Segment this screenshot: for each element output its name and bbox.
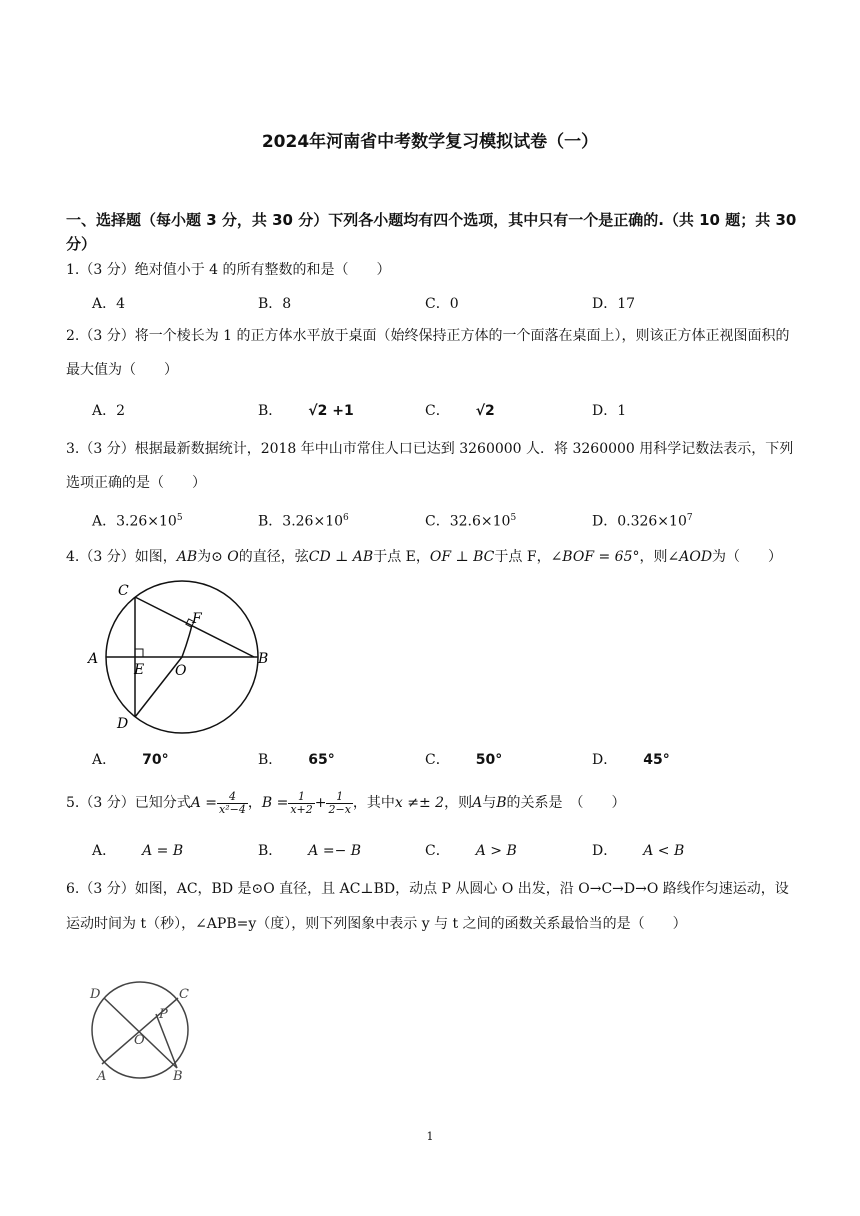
q4-math-cd-perp-ab: CD ⊥ AB — [308, 549, 374, 565]
page-number: 1 — [426, 1130, 434, 1143]
q5-option-b — [258, 842, 361, 860]
q5-option-c — [425, 842, 517, 860]
q4-circle-figure — [80, 575, 280, 735]
q5-math-a: A — [472, 795, 483, 811]
section-heading: 一、选择题（每小题 3 分，共 30 分）下列各小题均有四个选项，其中只有一个是正确的.（共 10 题；共 30 分） — [66, 211, 797, 253]
q2-option-c-math: √2 — [475, 403, 495, 419]
q2-option-c — [425, 402, 495, 420]
q4-text-6: ，则 — [639, 549, 668, 565]
question-2-stem: 2.（3 分）将一个棱长为 1 的正方体水平放于桌面（始终保持正方体的一个面落在桌面上），则该正方体正视图面积的最大值为（ ） — [66, 328, 790, 378]
q5-fraction-3-num: 1 — [326, 791, 352, 804]
q4-label-b: B — [258, 651, 269, 667]
q5-math-b-eq: B = — [261, 795, 289, 811]
q5-text-5: 的关系是 （ ） — [506, 795, 626, 811]
q2-option-d: D．1 — [592, 403, 627, 419]
q4-math-of-perp-bc: OF ⊥ BC — [429, 549, 495, 565]
page-title: 2024年河南省中考数学复习模拟试卷（一） — [261, 132, 599, 152]
question-5-stem — [66, 789, 626, 817]
q5-math-a-eq: A = — [190, 795, 218, 811]
q6-label-c: C — [179, 987, 189, 1002]
question-6-stem: 6.（3 分）如图，AC，BD 是⊙O 直径，且 AC⊥BD，动点 P 从圆心 O 出发，沿 O→C→D→O 路线作匀速运动，设运动时间为 t（秒），∠APB=y（度），则下列图象中表示 y 与 t 之间的函数关系最恰当的是（ ） — [66, 881, 789, 932]
q4-option-c-math: 50° — [475, 752, 503, 768]
q5-text-2: ，其中 — [352, 795, 395, 811]
q4-label-a: A — [88, 651, 99, 667]
q3-option-a-base: A．3.26×10 — [92, 513, 177, 530]
q3-option-b-exp: 6 — [343, 513, 349, 523]
q3-option-c — [425, 509, 516, 531]
q4-label-o: O — [175, 663, 187, 679]
q4-label-e: E — [134, 662, 145, 678]
q5-option-d-math: A < B — [643, 843, 685, 859]
q5-option-a-label: A． — [92, 843, 117, 859]
q5-fraction-2-den: x+2 — [290, 802, 313, 816]
q2-option-a: A．2 — [92, 403, 126, 419]
q5-math-condition: x ≠± 2 — [394, 795, 445, 811]
q5-fraction-2 — [288, 791, 314, 816]
q4-text-4: 于点 E， — [373, 549, 430, 565]
q4-label-f: F — [192, 611, 202, 627]
q4-text-7: 为（ ） — [712, 549, 783, 565]
q4-option-a-label: A． — [92, 752, 117, 768]
q5-fraction-3-den: 2−x — [328, 802, 351, 816]
q5-option-d-label: D． — [592, 843, 618, 859]
q4-option-a-math: 70° — [142, 752, 169, 768]
q3-option-b-base: B．3.26×10 — [258, 513, 344, 530]
q4-option-b-math: 65° — [308, 752, 335, 768]
q2-option-b — [258, 402, 354, 420]
q4-option-b — [258, 751, 335, 769]
q5-plus: + — [314, 795, 327, 811]
q5-fraction-1 — [217, 791, 248, 816]
q2-option-b-math: √2 +1 — [308, 403, 354, 419]
q3-option-d — [592, 509, 693, 531]
q4-label-c: C — [118, 583, 129, 599]
q4-option-c — [425, 751, 502, 769]
q4-text-1: 4.（3 分）如图， — [66, 549, 177, 565]
q5-option-d — [592, 842, 684, 860]
q4-option-a — [92, 751, 169, 769]
q4-label-d: D — [117, 716, 129, 732]
q3-option-a-exp: 5 — [176, 513, 183, 523]
q6-circle-figure — [80, 978, 200, 1088]
q5-option-b-math: A =− B — [308, 843, 362, 859]
q4-option-d-math: 45° — [643, 752, 670, 768]
q5-option-c-label: C． — [425, 843, 450, 859]
q5-option-b-label: B． — [258, 843, 283, 859]
q4-math-angle-aod: ∠AOD — [667, 549, 713, 565]
q5-text-3: ，则 — [444, 795, 473, 811]
q6-label-d: D — [90, 987, 101, 1002]
q5-text-1: 5.（3 分）已知分式 — [66, 795, 191, 811]
q3-option-d-exp: 7 — [686, 513, 693, 523]
q5-math-b: B — [496, 795, 507, 811]
question-3-stem: 3.（3 分）根据最新数据统计，2018 年中山市常住人口已达到 3260000 人．将 3260000 用科学记数法表示，下列选项正确的是（ ） — [66, 441, 794, 491]
q4-text-3: 的直径，弦 — [238, 549, 309, 565]
q2-option-b-label: B． — [258, 403, 283, 419]
q4-option-d — [592, 751, 670, 769]
q3-option-d-base: D．0.326×10 — [592, 513, 687, 530]
q5-text-4: 与 — [482, 795, 497, 811]
q4-text-2: 为 — [197, 549, 212, 565]
q5-separator: ， — [247, 795, 262, 811]
q4-option-b-label: B． — [258, 752, 283, 768]
q6-label-o: O — [134, 1033, 145, 1048]
q4-option-c-label: C． — [425, 752, 450, 768]
q4-math-angle-bof: ∠BOF = 65° — [550, 549, 640, 565]
q6-label-p: P — [159, 1007, 168, 1022]
q6-label-b: B — [173, 1069, 183, 1084]
q5-fraction-1-num: 4 — [217, 791, 248, 804]
q5-fraction-2-num: 1 — [288, 791, 314, 804]
q6-label-a: A — [97, 1069, 107, 1084]
q4-text-5: 于点 F， — [494, 549, 551, 565]
q5-option-a — [92, 842, 183, 860]
q4-math-ab: AB — [176, 549, 198, 565]
q3-option-c-exp: 5 — [510, 513, 517, 523]
q3-option-b — [258, 509, 349, 531]
q3-option-a — [92, 509, 183, 531]
q5-option-c-math: A > B — [475, 843, 517, 859]
q2-option-c-label: C． — [425, 403, 450, 419]
q5-option-a-math: A = B — [142, 843, 184, 859]
q4-option-d-label: D． — [592, 752, 618, 768]
question-4-stem — [66, 548, 782, 566]
q1-option-c: C．0 — [425, 296, 459, 312]
q5-fraction-3 — [326, 791, 352, 816]
q1-option-b: B．8 — [258, 296, 292, 312]
question-1-stem: 1.（3 分）绝对值小于 4 的所有整数的和是（ ） — [66, 262, 391, 278]
q1-option-d: D．17 — [592, 296, 636, 312]
q3-option-c-base: C．32.6×10 — [425, 513, 511, 530]
q1-option-a: A．4 — [92, 296, 126, 312]
q5-fraction-1-den: x²−4 — [219, 802, 246, 816]
q4-math-circle-o: ⊙ O — [211, 549, 239, 565]
